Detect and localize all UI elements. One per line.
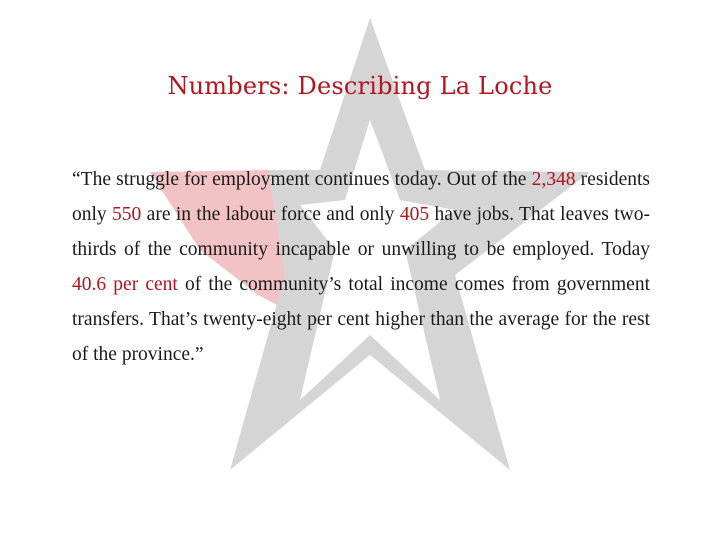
with-jobs-value: 405 xyxy=(399,204,430,225)
quote-text: have jobs. That leaves two-thirds of the community incapable or unwilling to be employed. Today xyxy=(72,204,650,260)
govt-transfer-share-value: 40.6 per cent xyxy=(72,274,178,295)
quote-paragraph xyxy=(72,162,650,372)
quote-text: are in the labour force and only xyxy=(141,204,400,225)
page-title: Numbers: Describing La Loche xyxy=(167,72,553,100)
total-residents-value: 2,348 xyxy=(531,169,576,190)
quote-text: “The struggle for employment continues today. Out of the xyxy=(72,169,532,190)
labour-force-value: 550 xyxy=(112,204,142,225)
quote-text: of the community’s total income comes from government transfers. That’s twenty-eight per cent higher than the average for the rest of the province.” xyxy=(72,274,650,365)
quote-text: residents only xyxy=(72,169,650,225)
